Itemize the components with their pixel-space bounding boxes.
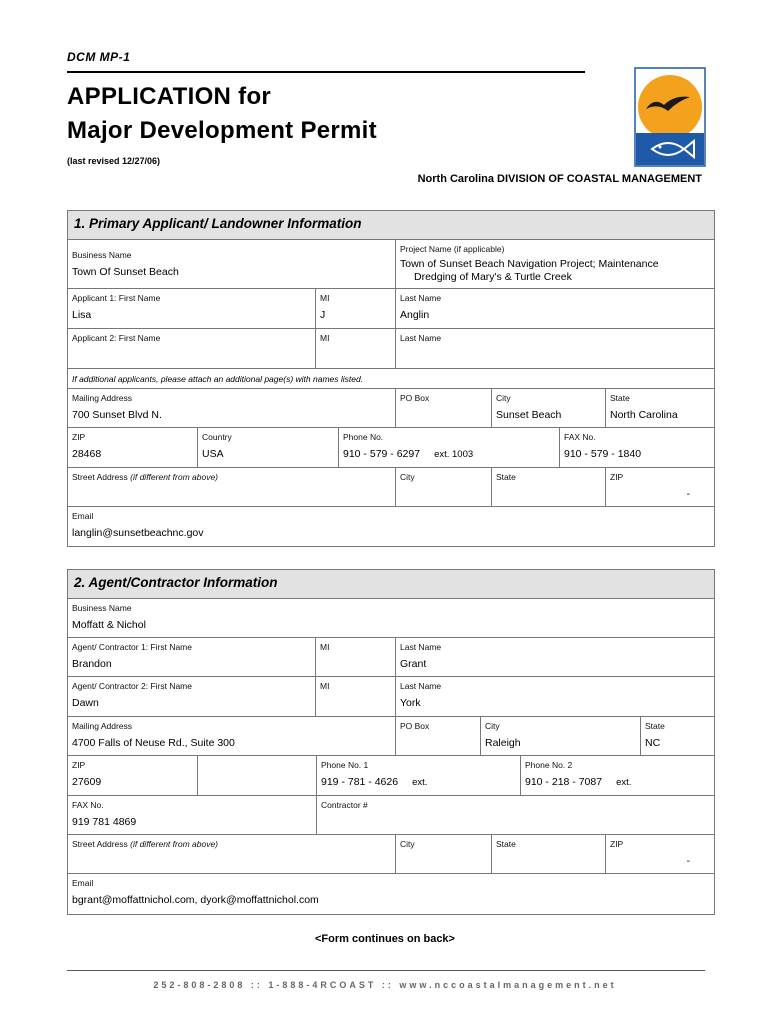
applicant1-first-value: Lisa (72, 309, 92, 321)
email-value: langlin@sunsetbeachnc.gov (72, 527, 204, 539)
country-value: USA (202, 448, 224, 460)
applicant1-last-label: Last Name (400, 293, 442, 303)
row-street (68, 468, 714, 507)
applicant2-last-label: Last Name (400, 333, 442, 343)
top-rule (67, 71, 585, 73)
project-name-value-1: Town of Sunset Beach Navigation Project; Maintenance (400, 258, 659, 270)
email-field[interactable] (68, 507, 714, 546)
agent-city-field[interactable] (481, 717, 641, 755)
agent-street-state-field[interactable] (492, 835, 606, 873)
agent-zip-value: 27609 (72, 776, 102, 788)
project-name-field[interactable] (396, 240, 714, 288)
contractor-number-label: Contractor # (321, 800, 368, 810)
row-zip-phone (68, 428, 714, 468)
applicant1-mi-label: MI (320, 293, 330, 303)
zip-value: 28468 (72, 448, 102, 460)
agent-mailing-label: Mailing Address (72, 721, 133, 731)
applicant1-first-label: Applicant 1: First Name (72, 293, 161, 303)
agent1-first-value: Brandon (72, 658, 112, 670)
row-agent-business (68, 599, 714, 638)
street-address-field[interactable] (68, 468, 396, 506)
agent-state-value: NC (645, 737, 661, 749)
row-agent-mailing (68, 717, 714, 756)
agent-business-name-field[interactable] (68, 599, 714, 637)
section-1-heading: 1. Primary Applicant/ Landowner Information (68, 211, 714, 240)
street-zip-label: ZIP (610, 472, 624, 482)
city-field[interactable] (492, 389, 606, 427)
agent-blank-field[interactable] (198, 756, 317, 795)
applicant1-mi-value: J (320, 309, 326, 321)
po-box-field[interactable] (396, 389, 492, 427)
agent-phone2-field[interactable] (521, 756, 714, 795)
agent-city-value: Raleigh (485, 737, 521, 749)
street-address-label: Street Address (72, 472, 128, 482)
footer-contact: 252-808-2808 :: 1-888-4RCOAST :: www.nccoastalmanagement.net (153, 980, 617, 990)
agent-street-zip-label: ZIP (610, 839, 624, 849)
email-label: Email (72, 511, 94, 521)
row-mailing (68, 389, 714, 428)
applicant1-last-field[interactable] (396, 289, 714, 328)
agent-business-name-value: Moffatt & Nichol (72, 619, 146, 631)
agent-phone1-value: 919 - 781 - 4626 (321, 776, 399, 788)
phone-label: Phone No. (343, 432, 384, 442)
agency-name: North Carolina DIVISION OF COASTAL MANAGEMENT (417, 173, 702, 185)
applicant2-mi-label: MI (320, 333, 330, 343)
business-name-label: Business Name (72, 250, 132, 260)
street-zip-field[interactable] (606, 468, 714, 506)
agent1-first-field[interactable] (68, 638, 316, 676)
agent-zip-label: ZIP (72, 760, 86, 770)
street-city-field[interactable] (396, 468, 492, 506)
agent1-mi-field[interactable] (316, 638, 396, 676)
agent2-mi-field[interactable] (316, 677, 396, 716)
fax-field[interactable] (560, 428, 714, 467)
row-agent-2 (68, 677, 714, 717)
applicant1-last-value: Anglin (400, 309, 430, 321)
agent-po-box-field[interactable] (396, 717, 481, 755)
agent-street-zip-dash: - (686, 856, 690, 867)
agent2-last-value: York (400, 697, 421, 709)
street-zip-dash: - (686, 489, 690, 500)
zip-field[interactable] (68, 428, 198, 467)
city-label: City (496, 393, 511, 403)
section-2-heading: 2. Agent/Contractor Information (68, 570, 714, 599)
row-agent-email (68, 874, 714, 914)
row-applicant-2 (68, 329, 714, 369)
state-label: State (610, 393, 630, 403)
agent-phone2-ext: ext. (616, 777, 632, 788)
street-city-label: City (400, 472, 415, 482)
mailing-address-label: Mailing Address (72, 393, 133, 403)
agent1-mi-label: MI (320, 642, 330, 652)
mailing-address-field[interactable] (68, 389, 396, 427)
phone-ext: ext. 1003 (434, 449, 474, 460)
agent2-last-field[interactable] (396, 677, 714, 716)
fax-value: 910 - 579 - 1840 (564, 448, 642, 460)
agent2-mi-label: MI (320, 681, 330, 691)
agent-fax-label: FAX No. (72, 800, 104, 810)
agent-phone1-label: Phone No. 1 (321, 760, 369, 770)
revised-date: (last revised 12/27/06) (67, 156, 161, 166)
agent-phone2-label: Phone No. 2 (525, 760, 573, 770)
agent-street-city-field[interactable] (396, 835, 492, 873)
state-value: North Carolina (610, 409, 678, 421)
row-additional-note (68, 369, 714, 389)
agent-street-city-label: City (400, 839, 415, 849)
agent-zip-field[interactable] (68, 756, 198, 795)
agent-phone1-field[interactable] (317, 756, 521, 795)
agent-city-label: City (485, 721, 500, 731)
row-email (68, 507, 714, 546)
project-name-label: Project Name (if applicable) (400, 244, 505, 254)
agent1-last-field[interactable] (396, 638, 714, 676)
city-value: Sunset Beach (496, 409, 562, 421)
phone-value: 910 - 579 - 6297 (343, 448, 421, 460)
agent2-first-value: Dawn (72, 697, 99, 709)
applicant2-first-label: Applicant 2: First Name (72, 333, 161, 343)
bottom-rule (67, 970, 705, 971)
title-line-1: APPLICATION for (67, 83, 272, 110)
zip-label: ZIP (72, 432, 86, 442)
row-applicant-1 (68, 289, 714, 329)
agent-po-box-label: PO Box (400, 721, 430, 731)
agent2-first-label: Agent/ Contractor 2: First Name (72, 681, 192, 691)
business-name-value: Town Of Sunset Beach (72, 266, 179, 278)
row-agent-1 (68, 638, 714, 677)
agent1-last-label: Last Name (400, 642, 442, 652)
phone-field[interactable] (339, 428, 560, 467)
agent-email-field[interactable] (68, 874, 714, 914)
agent2-first-field[interactable] (68, 677, 316, 716)
agent2-last-label: Last Name (400, 681, 442, 691)
country-label: Country (202, 432, 232, 442)
mailing-address-value: 700 Sunset Blvd N. (72, 409, 162, 421)
form-code: DCM MP-1 (67, 50, 131, 64)
row-agent-street (68, 835, 714, 874)
applicant2-mi-field[interactable] (316, 329, 396, 368)
po-box-label: PO Box (400, 393, 430, 403)
street-address-note: (if different from above) (130, 472, 219, 482)
agent-state-label: State (645, 721, 665, 731)
fax-label: FAX No. (564, 432, 596, 442)
country-field[interactable] (198, 428, 339, 467)
agent-email-value: bgrant@moffattnichol.com, dyork@moffattnichol.com (72, 894, 319, 906)
form-continues-note: <Form continues on back> (315, 933, 455, 945)
project-name-value-2: Dredging of Mary's & Turtle Creek (414, 271, 572, 283)
section-agent-contractor (67, 569, 715, 915)
additional-applicants-note: If additional applicants, please attach an additional page(s) with names listed. (72, 374, 364, 384)
business-name-field[interactable] (68, 240, 396, 288)
agent-business-name-label: Business Name (72, 603, 132, 613)
street-state-label: State (496, 472, 516, 482)
applicant1-mi-field[interactable] (316, 289, 396, 328)
agent-street-zip-field[interactable] (606, 835, 714, 873)
row-agent-fax (68, 796, 714, 835)
agent-fax-value: 919 781 4869 (72, 816, 137, 828)
agent-mailing-value: 4700 Falls of Neuse Rd., Suite 300 (72, 737, 235, 749)
agent-phone1-ext: ext. (412, 777, 428, 788)
agent-street-field[interactable] (68, 835, 396, 873)
agent-phone2-value: 910 - 218 - 7087 (525, 776, 603, 788)
row-agent-zip-phone (68, 756, 714, 796)
agent-street-label: Street Address (72, 839, 128, 849)
agent-email-label: Email (72, 878, 94, 888)
section-primary-applicant (67, 210, 715, 547)
agent-state-field[interactable] (641, 717, 714, 755)
agent-street-state-label: State (496, 839, 516, 849)
applicant2-first-field[interactable] (68, 329, 316, 368)
applicant2-last-field[interactable] (396, 329, 714, 368)
agent1-first-label: Agent/ Contractor 1: First Name (72, 642, 192, 652)
title-line-2: Major Development Permit (67, 117, 377, 144)
street-state-field[interactable] (492, 468, 606, 506)
agent-mailing-field[interactable] (68, 717, 396, 755)
state-field[interactable] (606, 389, 714, 427)
applicant1-first-field[interactable] (68, 289, 316, 328)
form-title (67, 80, 377, 148)
dcm-logo-icon (634, 67, 706, 167)
contractor-number-field[interactable] (317, 796, 714, 834)
row-business-project (68, 240, 714, 289)
agent1-last-value: Grant (400, 658, 427, 670)
agent-fax-field[interactable] (68, 796, 317, 834)
agent-street-note: (if different from above) (130, 839, 219, 849)
